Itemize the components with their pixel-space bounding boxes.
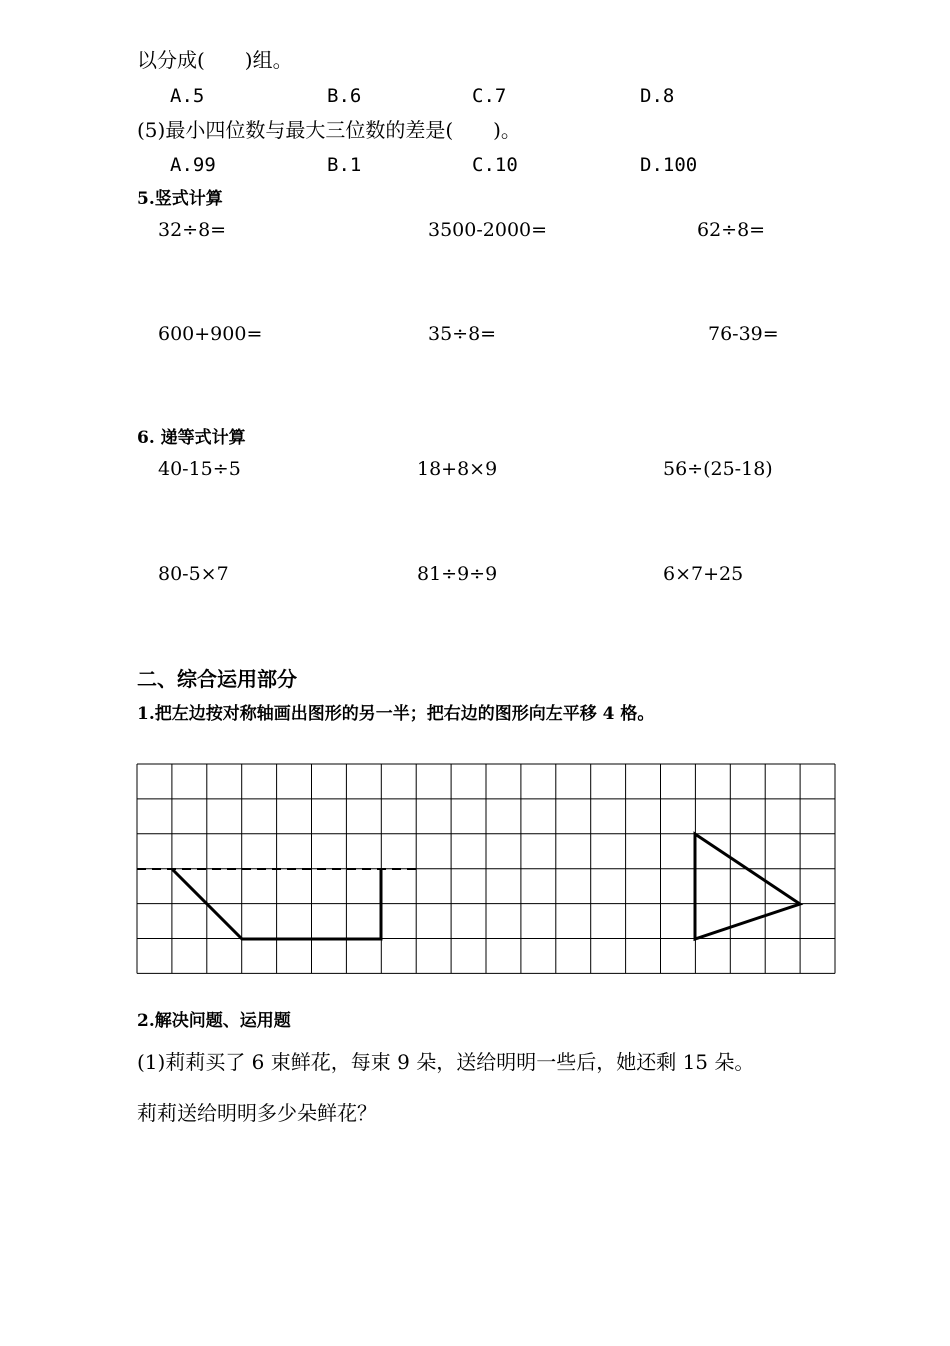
q5-option-d: D.100 <box>640 154 698 176</box>
q5-option-c: C.10 <box>472 154 518 176</box>
problem1-line1: (1)莉莉买了 6 束鲜花，每束 9 朵，送给明明一些后，她还剩 15 朵。 <box>137 1050 755 1074</box>
step-calc-item: 6×7+25 <box>663 563 744 585</box>
q4-option-d: D.8 <box>640 85 675 107</box>
vertical-calc-title: 5.竖式计算 <box>137 189 223 209</box>
q4-option-c: C.7 <box>472 85 507 107</box>
q5-option-a: A.99 <box>170 154 216 176</box>
part2-q1-text: 1.把左边按对称轴画出图形的另一半；把右边的图形向左平移 4 格。 <box>137 704 655 724</box>
vertical-calc-item: 35÷8= <box>428 323 497 345</box>
triangle-figure <box>695 834 800 939</box>
q4-option-b: B.6 <box>327 85 362 107</box>
step-calc-item: 18+8×9 <box>417 458 498 480</box>
vertical-calc-item: 76-39= <box>708 323 779 345</box>
step-calc-item: 80-5×7 <box>158 563 229 585</box>
q4-option-a: A.5 <box>170 85 205 107</box>
vertical-calc-item: 3500-2000= <box>428 219 548 241</box>
q5-option-b: B.1 <box>327 154 362 176</box>
step-calc-title: 6. 递等式计算 <box>137 428 246 448</box>
q5-stem: (5)最小四位数与最大三位数的差是( )。 <box>137 118 521 142</box>
part2-q2-title: 2.解决问题、运用题 <box>137 1011 291 1031</box>
step-calc-item: 81÷9÷9 <box>417 563 498 585</box>
step-calc-item: 56÷(25-18) <box>663 458 773 480</box>
vertical-calc-item: 600+900= <box>158 323 263 345</box>
q4-stem-tail: 以分成( )组。 <box>137 48 293 72</box>
vertical-calc-item: 32÷8= <box>158 219 227 241</box>
part2-title: 二、综合运用部分 <box>137 667 297 691</box>
grid-lines <box>137 764 835 973</box>
problem1-line2: 莉莉送给明明多少朵鲜花？ <box>137 1101 377 1125</box>
vertical-calc-item: 62÷8= <box>697 219 766 241</box>
step-calc-item: 40-15÷5 <box>158 458 241 480</box>
